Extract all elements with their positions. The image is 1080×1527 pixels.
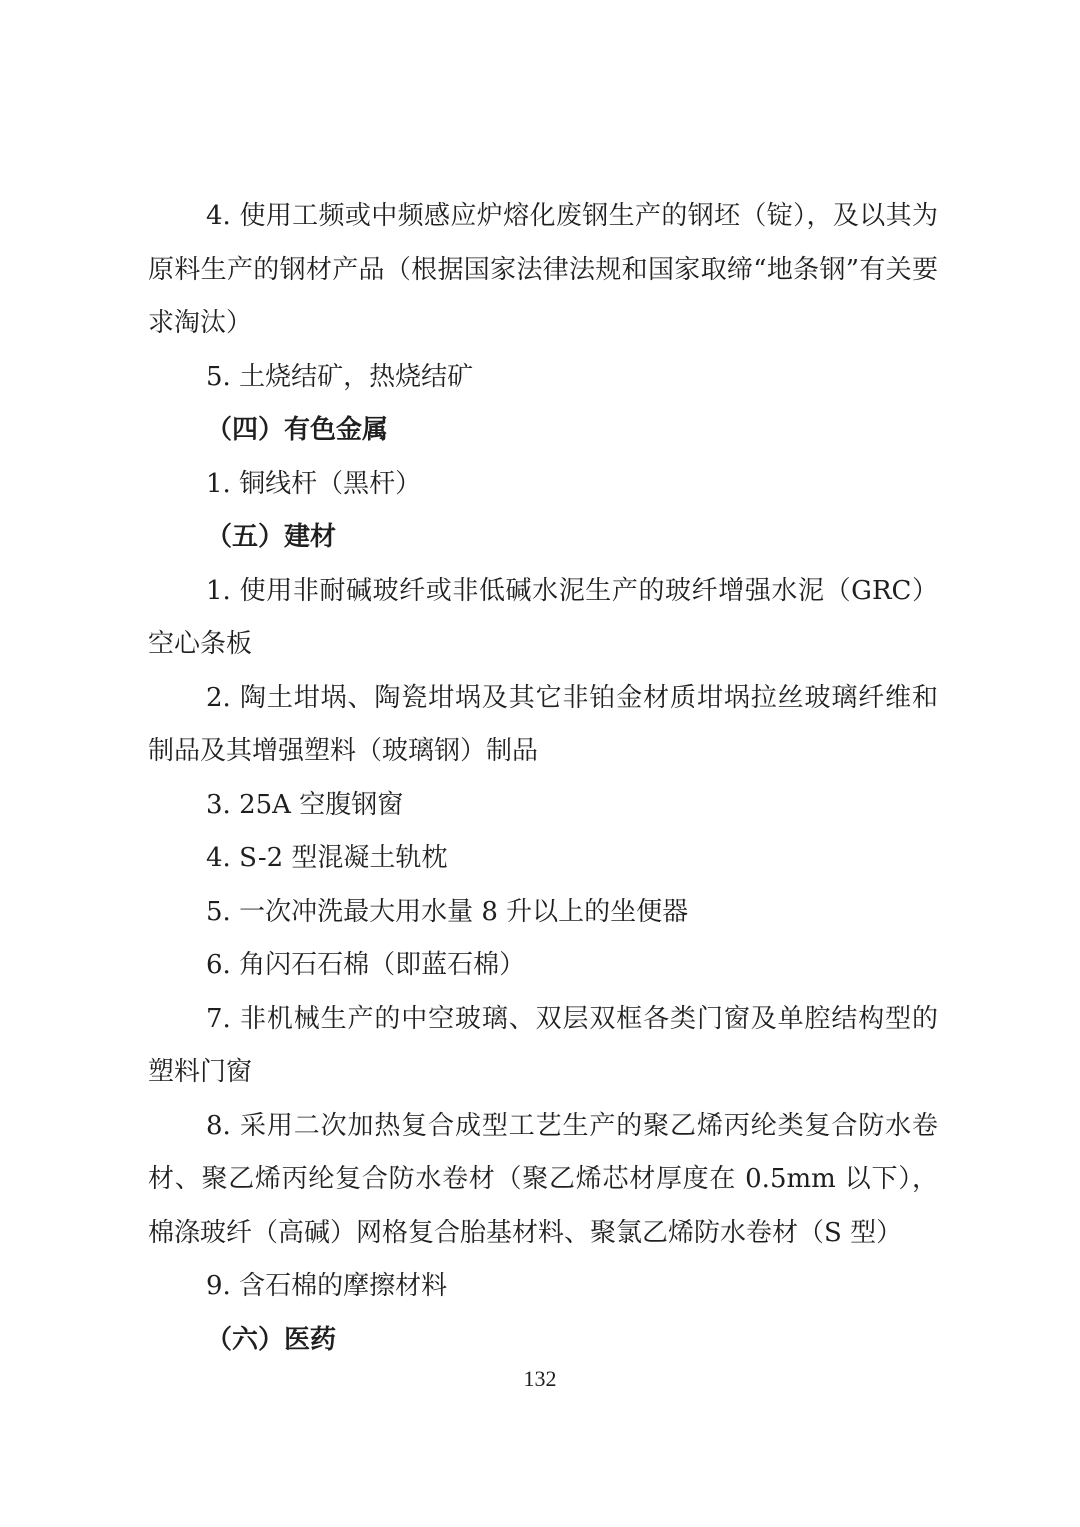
list-item: 6. 角闪石石棉（即蓝石棉） — [206, 950, 526, 980]
section-heading: （六）医药 — [206, 1324, 337, 1355]
section-heading: （四）有色金属 — [206, 415, 389, 445]
list-item: 4. S-2 型混凝土轨枕 — [206, 843, 448, 873]
list-item: 7. 非机械生产的中空玻璃、双层双框各类门窗及单腔结构型的塑料门窗 — [148, 1003, 938, 1087]
list-item: 1. 使用非耐碱玻纤或非低碱水泥生产的玻纤增强水泥（GRC）空心条板 — [148, 575, 938, 659]
list-item: 8. 采用二次加热复合成型工艺生产的聚乙烯丙纶类复合防水卷材、聚乙烯丙纶复合防水卷材（聚乙烯芯材厚度在 0.5mm 以下），棉涤玻纤（高碱）网格复合胎基材料、聚氯乙烯防水卷材（S 型） — [148, 1110, 938, 1248]
list-item: 2. 陶土坩埚、陶瓷坩埚及其它非铂金材质坩埚拉丝玻璃纤维和制品及其增强塑料（玻璃钢）制品 — [148, 682, 938, 766]
page-number: 132 — [523, 1366, 557, 1391]
list-item: 4. 使用工频或中频感应炉熔化废钢生产的钢坯（锭），及以其为原料生产的钢材产品（根据国家法律法规和国家取缔“地条钢”有关要求淘汰） — [148, 201, 938, 338]
document-body — [148, 190, 938, 1367]
list-item: 1. 铜线杆（黑杆） — [206, 468, 422, 499]
list-item: 9. 含石棉的摩擦材料 — [206, 1271, 448, 1301]
list-item: 5. 一次冲洗最大用水量 8 升以上的坐便器 — [206, 896, 689, 927]
list-item: 3. 25A 空腹钢窗 — [206, 789, 404, 820]
section-heading: （五）建材 — [206, 522, 337, 552]
list-item: 5. 土烧结矿，热烧结矿 — [206, 361, 474, 392]
